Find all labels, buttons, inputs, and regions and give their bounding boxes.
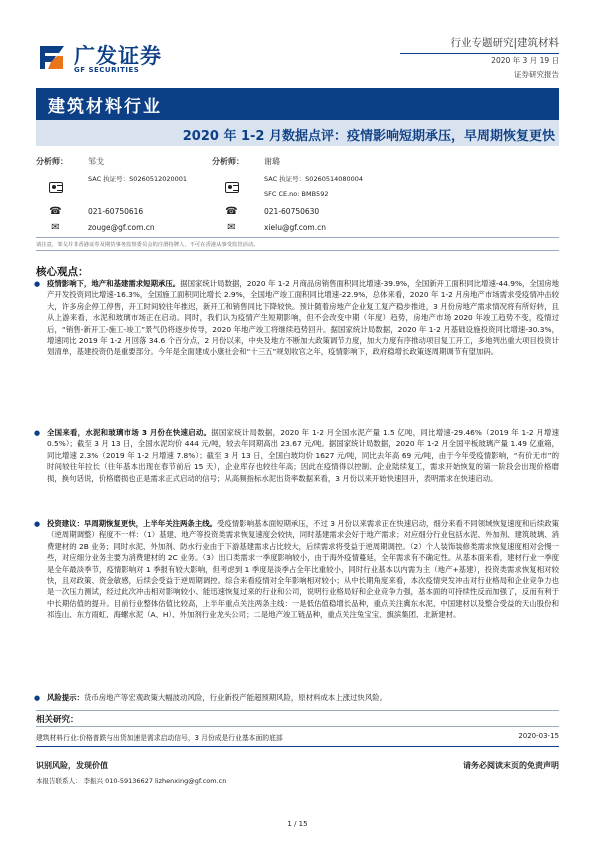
phone-icon: ☎ bbox=[49, 206, 62, 217]
report-date: 2020 年 3 月 19 日 bbox=[491, 56, 559, 65]
title-bar bbox=[36, 120, 559, 146]
phone-icon: ☎ bbox=[225, 206, 238, 217]
divider bbox=[36, 237, 559, 238]
mail-icon: ✉ bbox=[227, 222, 236, 233]
analyst-name: 谢璐 bbox=[264, 157, 280, 166]
core-point-text: 据国家统计局数据，2020 年 1-2 月全国水泥产量 1.5 亿吨，同比增速-29.46%（2019 年 1-2 月增速 0.5%）；截至 3 月 13 日，全国水泥均价 444 元/吨，较去年同期高出 23.67 元/吨。据国家统计局数据，2020 年 1-2 月全国平板玻璃产量 1.49 亿重箱，同比增速 2.3%（2019 年 1-2 月增速 7.8%）；截至 3 月 13 日，全国白玻均价 1627 元/吨，同比去年高 69 元/吨，由于今年受疫情影响，“有价无市”的时间较往年拉长（往年基本出现在春节前后 15 天），企业库存也较往年高；因此在疫情得以控制、企业陆续复工，需求开始恢复的第一阶段会出现价格磨损，换句话说，价格磨损也正是需求正式启动的信号；从高频指标水泥出货率数据来看，3 月份以来开始快速回升，表明需求在快速启动。 bbox=[47, 428, 559, 483]
core-point bbox=[47, 518, 559, 621]
report-type: 证券研究报告 bbox=[514, 70, 559, 79]
divider bbox=[36, 710, 559, 711]
divider bbox=[36, 726, 559, 727]
report-title: 2020 年 1-2 月数据点评：疫情影响短期承压，早周期恢复更快 bbox=[182, 129, 555, 144]
disclaimer-notice: 请务必阅读末页的免责声明 bbox=[463, 761, 559, 770]
core-point bbox=[47, 427, 559, 484]
analyst-name: 邹戈 bbox=[88, 157, 104, 166]
related-report-date: 2020-03-15 bbox=[518, 732, 559, 740]
logo-english: GF SECURITIES bbox=[74, 66, 140, 74]
id-card-icon bbox=[49, 182, 63, 193]
core-point-text: 受疫情影响基本面短期承压，不过 3 月份以来需求正在快速启动，细分来看不同领域恢复速度和后续政策（逆周期调整）程度不一样：（1）基建、地产等投资类需求恢复速度会较快，同时基建需求会好于地产需求；对应细分行业包括水泥、外加剂、建筑玻璃、消费建材的 2B 业务；同时水泥、外加剂、防水行业由于下游基建需求占比较大，后续需求将受益于逆周期调控。（2）个人装饰装修类需求恢复速度相对会慢一些，对应细分业务主要为消费建材的 2C 业务。（3）出口类需求一季度影响较小，由于海外疫情蔓延，全年需求有不确定性。从基本面来看，建材行业一季度是全年最淡季节，疫情影响对 1 季报有较大影响，但考虑到 1 季度是淡季占全年比重较小，同时行业基本以内需为主（地产+基建），投资类需求恢复相对较快，且对政策、资金敏感，后续会受益于逆周期调控。综合来看疫情对全年影响相对较小；从中长期角度来看，本次疫情突发冲击对行业格局和企业竞争力也是一次压力测试，经过此次冲击相对影响较小、能迅速恢复过来的行业和公司，说明行业格局好和企业竞争力强，基本面的可持续性反而加强了，反而有利于中长期估值的提升。目前行业整体估值比较高，上半年重点关注两条主线：一是低估值稳增长品种，重点关注冀东水泥、中国建材以及整合受益的天山股份和祁连山、东方雨虹、海螺水泥（A、H）、外加剂行业龙头公司；二是地产竣工链品种，重点关注兔宝宝、旗滨集团、北新建材。 bbox=[47, 519, 559, 620]
core-point-lead: 风险提示： bbox=[47, 693, 84, 702]
industry-title: 建筑材料行业 bbox=[48, 97, 162, 117]
sfc-number: SFC CE.no: BMB592 bbox=[264, 190, 329, 198]
sac-number: SAC 执证号：S0260512020001 bbox=[88, 175, 188, 183]
gf-logo-icon bbox=[37, 42, 67, 72]
bullet-icon: ● bbox=[34, 429, 41, 437]
footer-divider bbox=[36, 746, 559, 747]
analyst-label: 分析师： bbox=[36, 157, 68, 166]
related-report-title[interactable]: 建筑材料行业:价格普跌与出货加速是需求启动信号，3 月份成是行业基本面的底部 bbox=[36, 734, 283, 742]
report-category: 行业专题研究|建筑材料 bbox=[450, 37, 559, 49]
core-point-lead: 投资建议：早周期恢复更快，上半年关注两条主线。 bbox=[47, 519, 217, 528]
logo-text: 广发证券 bbox=[74, 44, 162, 68]
mail-icon: ✉ bbox=[51, 222, 60, 233]
analyst-email[interactable]: xielu@gf.com.cn bbox=[264, 223, 326, 232]
bullet-icon: ● bbox=[34, 520, 41, 528]
core-point-lead: 疫情影响下，地产和基建需求短期承压。 bbox=[47, 279, 181, 288]
core-views-heading: 核心观点： bbox=[36, 266, 89, 278]
id-card-icon bbox=[225, 182, 239, 193]
core-point-text: 货币房地产等宏观政策大幅波动风险，行业新投产能超预期风险，原材料成本上涨过快风险。 bbox=[83, 693, 387, 702]
analyst-note: 请注意，邹戈并非香港证券及期货事务监察委员会的注册持牌人，不可在香港从事受监管活动。 bbox=[36, 242, 259, 248]
industry-banner bbox=[36, 88, 559, 120]
report-contact: 本报告联系人： 李振兴 010-59136627 lizhenxing@gf.com.cn bbox=[36, 777, 227, 785]
core-point bbox=[47, 278, 559, 358]
core-point-lead: 全国来看，水泥和玻璃市场 3 月份在快速启动。 bbox=[47, 428, 212, 437]
analyst-label: 分析师： bbox=[212, 157, 244, 166]
bullet-icon: ● bbox=[34, 280, 41, 288]
analyst-phone: 021-60750630 bbox=[264, 207, 320, 216]
bullet-icon: ● bbox=[34, 694, 41, 702]
header-divider bbox=[400, 53, 559, 54]
core-point bbox=[47, 692, 559, 703]
footer-slogan: 识别风险，发现价值 bbox=[36, 761, 108, 770]
divider bbox=[36, 250, 559, 251]
analyst-phone: 021-60750616 bbox=[88, 207, 144, 216]
page-number: 1 / 15 bbox=[287, 820, 308, 828]
related-research-heading: 相关研究： bbox=[36, 715, 79, 725]
analyst-email[interactable]: zouge@gf.com.cn bbox=[88, 223, 155, 232]
sac-number: SAC 执证号：S0260514080004 bbox=[264, 175, 364, 183]
core-point-text: 据国家统计局数据，2020 年 1-2 月商品房销售面积同比增速-39.9%，全国新开工面积同比增速-44.9%，全国房地产开发投资同比增速-16.3%，全国施工面积同比增长 2.9%，全国地产竣工面积同比增速-22.9%，总体来看，2020 年 1-2 月房地产市场需求受疫情冲击较大，许多房企停工停售，开工时间较往年推迟，新开工和销售同比下降较快。预计随着房地产企业复工复产稳步推进，3 月份房地产需求情况将有所好转，且从上游来看，水泥和玻璃市场正在启动。同时，我们认为疫情产生短期影响，但不会改变中期（年度）趋势，房地产市场 2020 年竣工趋势不变，疫情过后，“销售-新开工-施工-竣工”景气仍将逐步传导，2020 年地产竣工将继续趋势回升。据国家统计局数据，2020 年 1-2 月基础设施投资同比增速-30.3%，增速同比 2019 年 1-2 月回落 34.6 个百分点，2 月份以来，中央及地方不断加大政策调节力度，加大力度有序推动项目复工开工，多地列出重大项目投资计划清单，基建投资仍是重要部分。今年是全面建成小康社会和“十三五”规划收官之年，疫情影响下，政府稳增长政策逐周期调节有望加码。 bbox=[47, 279, 559, 357]
